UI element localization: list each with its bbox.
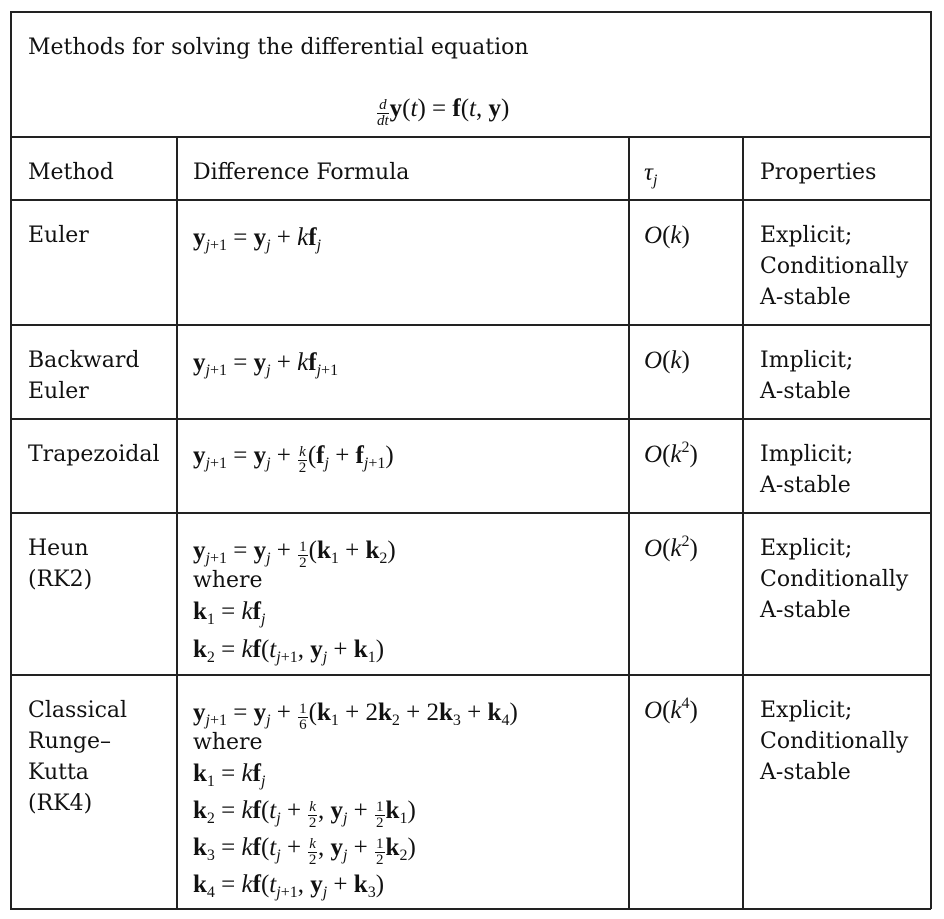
formula-where: where xyxy=(193,568,263,593)
property-line: Conditionally xyxy=(760,729,909,754)
ode-equation: $\frac{d}{dt}$ y(t) = f(t, y) xyxy=(377,95,510,129)
properties-cell xyxy=(760,345,853,407)
formula-rk4-k4: $k_4 = kf(t_{j+1}$, $y_j + k_3$) xyxy=(193,871,385,901)
row-divider xyxy=(10,512,931,514)
formula-rk4-main: $y_{j+1} = y_j$ + $\frac{1}{6}$ $(k_1 + 2k_2 + 2k_3 + k_4)$ xyxy=(193,699,518,733)
method-cell xyxy=(28,220,89,251)
header-method: Method xyxy=(28,160,114,185)
properties-cell xyxy=(760,695,908,788)
property-line: Explicit; xyxy=(760,223,853,248)
table-title: Methods for solving the differential equation xyxy=(28,35,529,60)
header-bottom-border xyxy=(10,199,931,201)
header-tau: $\tau_j$ xyxy=(644,159,658,189)
method-name: Euler xyxy=(28,379,89,404)
formula-rk4-k2: $k_2 = kf(t_j$ + $\frac{k}{2}$ , $y_j$ + $\frac{1}{2}$ $k_1$) xyxy=(193,797,416,831)
property-line: Implicit; xyxy=(760,348,854,373)
property-line: Conditionally xyxy=(760,254,909,279)
formula-backward-euler: $y_{j+1} = y_j + kf_{j+1}$ xyxy=(193,349,339,379)
table-top-border xyxy=(10,11,931,13)
method-name: Trapezoidal xyxy=(28,442,160,467)
formula-heun-k2: $k_2 = kf(t_{j+1}$, $y_j + k_1$) xyxy=(193,636,385,666)
column-divider xyxy=(628,136,630,909)
formula-rk4-k3: $k_3 = kf(t_j$ + $\frac{k}{2}$ , $y_j$ + $\frac{1}{2}$ $k_2$) xyxy=(193,834,416,868)
method-name: Heun xyxy=(28,536,89,561)
method-cell xyxy=(28,533,92,595)
method-name: Euler xyxy=(28,223,89,248)
property-line: Conditionally xyxy=(760,567,909,592)
properties-cell xyxy=(760,220,908,313)
method-name: (RK4) xyxy=(28,791,93,816)
formula-heun-k1: $k_1 = kf_j$ xyxy=(193,598,266,628)
property-line: A-stable xyxy=(760,379,851,404)
formula-where: where xyxy=(193,730,263,755)
property-line: A-stable xyxy=(760,760,851,785)
method-cell xyxy=(28,345,139,407)
method-cell xyxy=(28,439,160,470)
header-properties: Properties xyxy=(760,160,877,185)
row-divider xyxy=(10,418,931,420)
column-divider xyxy=(742,136,744,909)
formula-trapezoidal: $y_{j+1} = y_j$ + $\frac{k}{2}$ $(f_j + f_{j+1})$ xyxy=(193,442,394,476)
tau-value: $O(k^2)$ xyxy=(644,533,698,562)
method-name: Classical xyxy=(28,698,128,723)
tau-value: $O(k^4)$ xyxy=(644,695,698,724)
method-name: (RK2) xyxy=(28,567,93,592)
row-divider xyxy=(10,674,931,676)
property-line: Implicit; xyxy=(760,442,854,467)
method-cell xyxy=(28,695,127,819)
properties-cell xyxy=(760,439,853,501)
table-bottom-border xyxy=(10,908,931,910)
tau-value: $O(k^2)$ xyxy=(644,439,698,468)
header-formula: Difference Formula xyxy=(193,160,410,185)
table-left-border xyxy=(10,11,12,909)
tau-value: O(k) xyxy=(644,347,690,374)
property-line: A-stable xyxy=(760,285,851,310)
formula-rk4-k1: $k_1 = kf_j$ xyxy=(193,760,266,790)
property-line: A-stable xyxy=(760,598,851,623)
property-line: Explicit; xyxy=(760,536,853,561)
title-bottom-border xyxy=(10,136,931,138)
table-right-border xyxy=(930,11,932,909)
properties-cell xyxy=(760,533,908,626)
method-name: Backward xyxy=(28,348,140,373)
property-line: Explicit; xyxy=(760,698,853,723)
property-line: A-stable xyxy=(760,473,851,498)
formula-euler: $y_{j+1} = y_j + kf_j$ xyxy=(193,224,322,254)
column-divider xyxy=(176,136,178,909)
row-divider xyxy=(10,324,931,326)
tau-value: O(k) xyxy=(644,222,690,249)
formula-heun-main: $y_{j+1} = y_j$ + $\frac{1}{2}$ $(k_1 + k_2)$ xyxy=(193,537,396,571)
method-name: Runge– xyxy=(28,729,112,754)
method-name: Kutta xyxy=(28,760,89,785)
